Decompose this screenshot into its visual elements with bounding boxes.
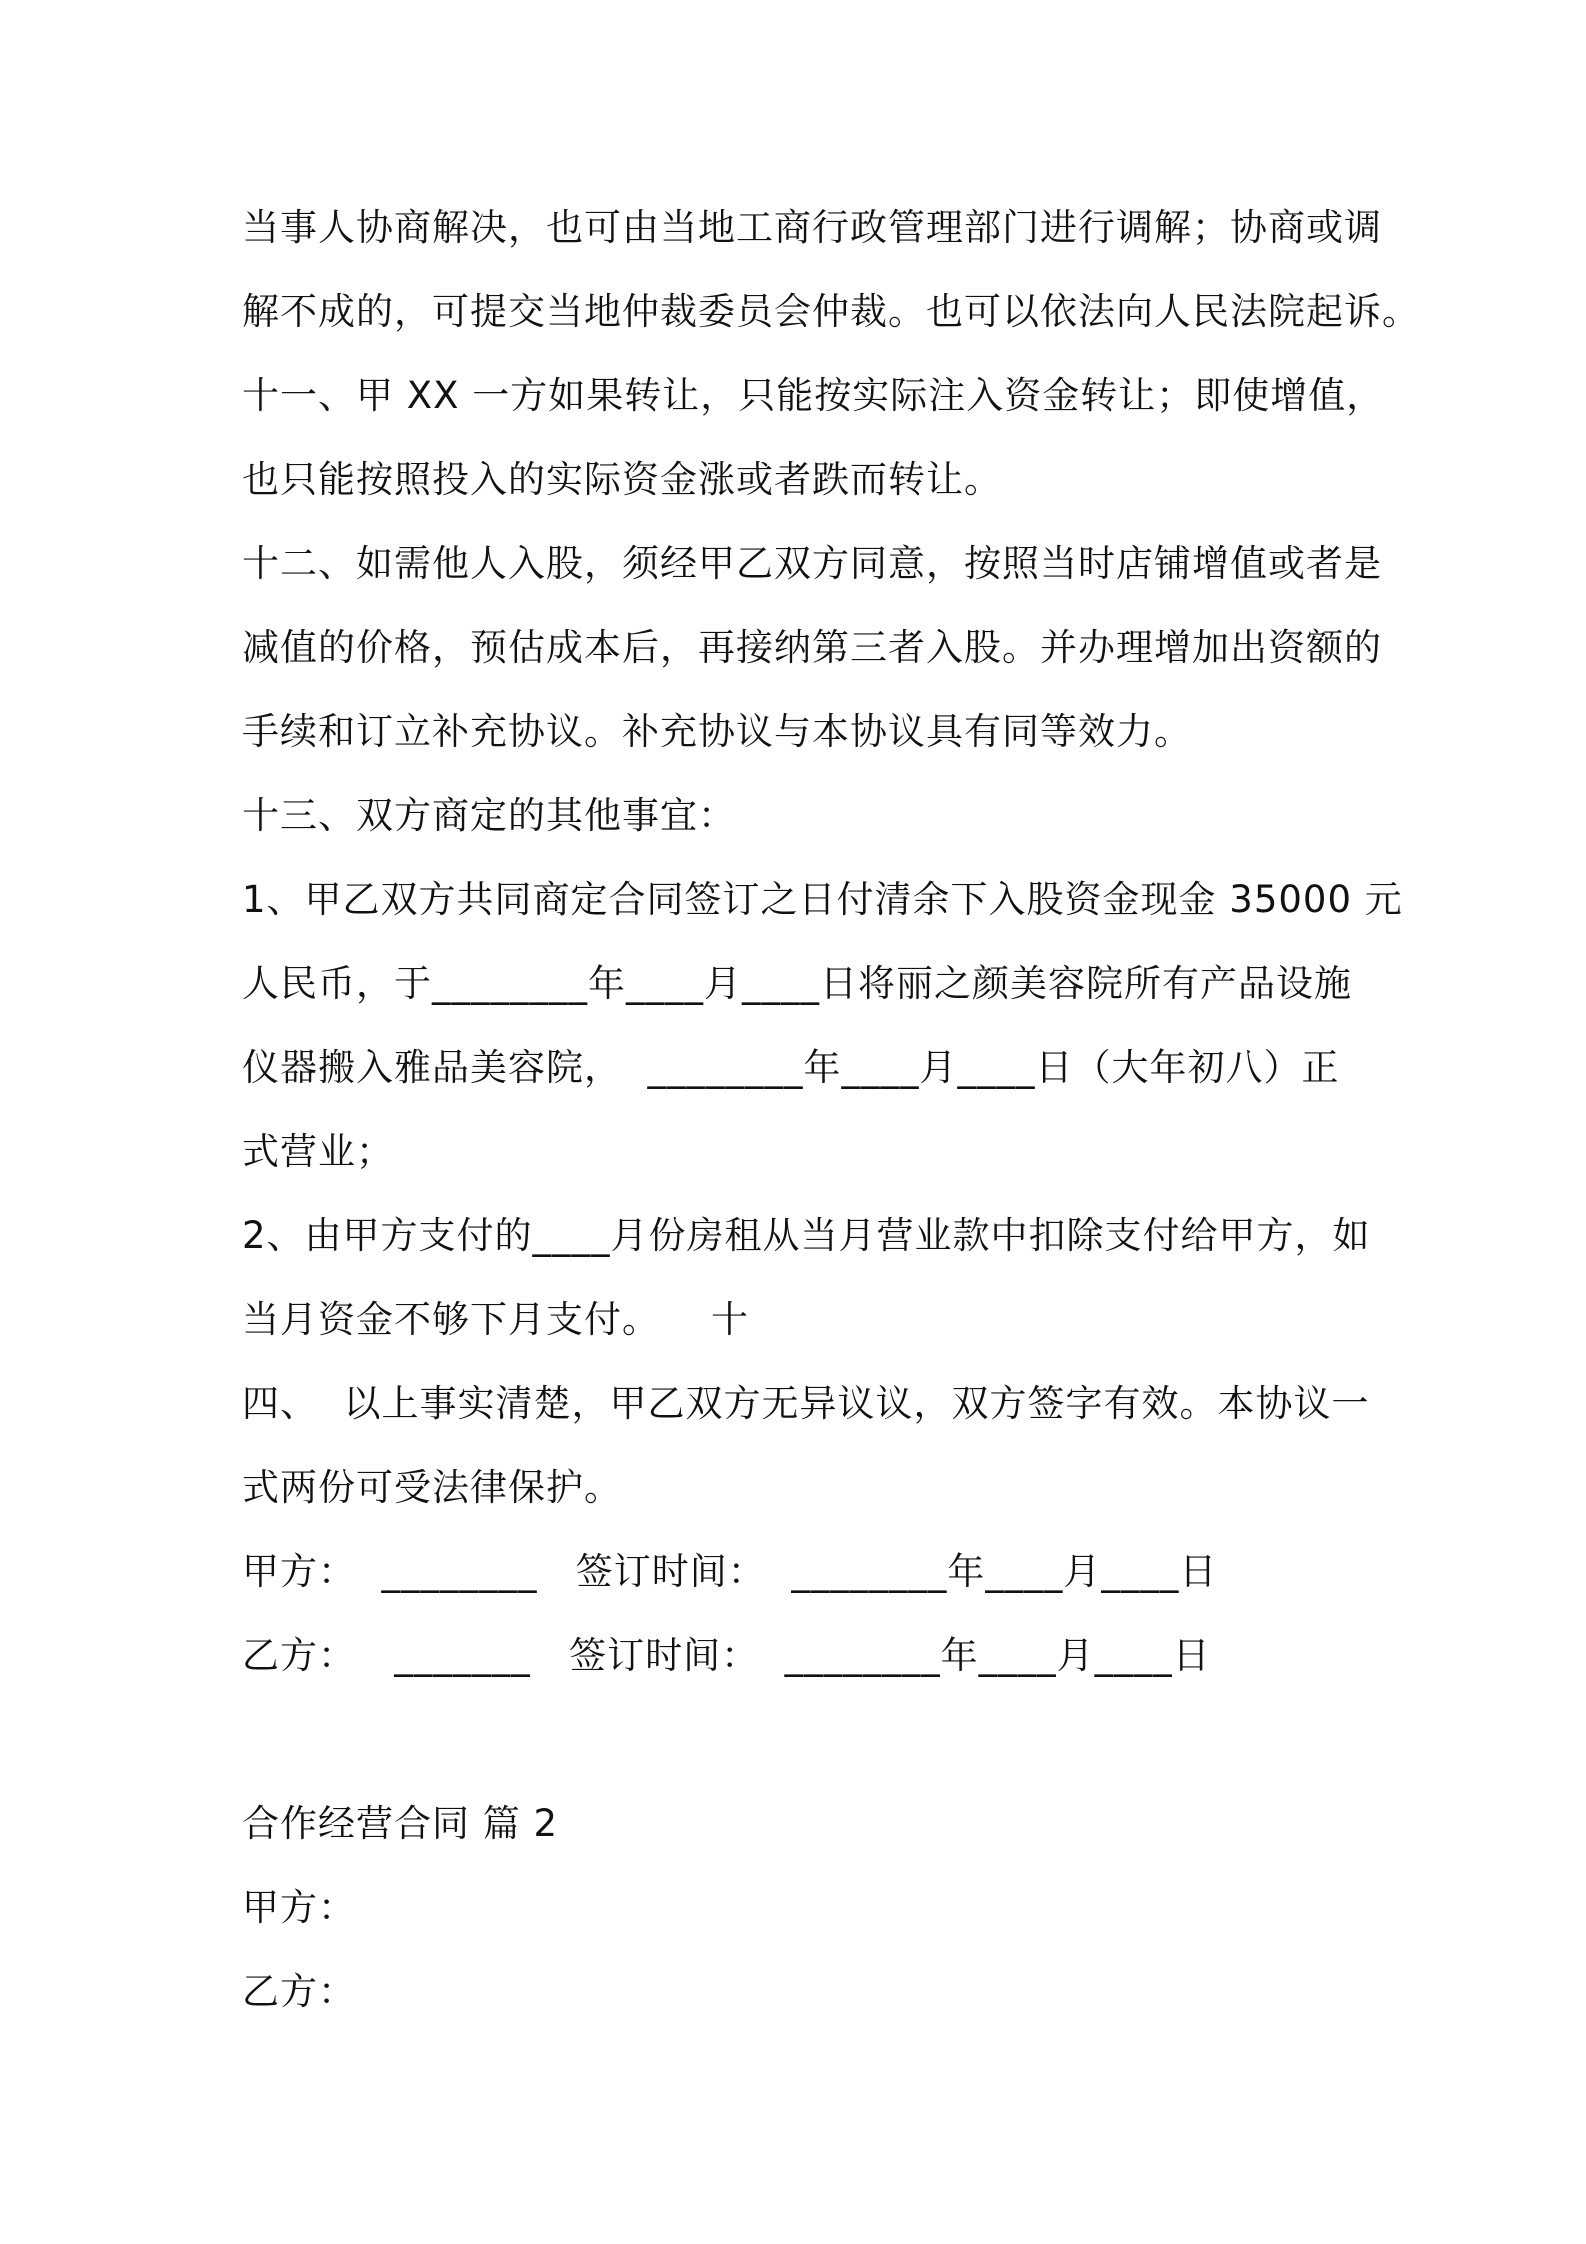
party-a-signature-line: 甲方： ________ 签订时间： ________年____月____日 xyxy=(242,1550,1218,1593)
paragraph-line: 仪器搬入雅品美容院， ________年____月____日（大年初八）正 xyxy=(242,1046,1340,1089)
paragraph-line: 人民币，于________年____月____日将丽之颜美容院所有产品设施 xyxy=(242,962,1352,1005)
clause-13-heading: 十三、双方商定的其他事宜： xyxy=(242,794,736,837)
clause-11-line: 十一、甲 XX 一方如果转让，只能按实际注入资金转让；即使增值， xyxy=(242,374,1385,417)
party-a-label: 甲方： xyxy=(242,1886,356,1929)
item-2-line: 2、由甲方支付的____月份房租从当月营业款中扣除支付给甲方，如 xyxy=(242,1214,1371,1257)
paragraph-line: 也只能按照投入的实际资金涨或者跌而转让。 xyxy=(242,458,1002,501)
item-1-line: 1、甲乙双方共同商定合同签订之日付清余下入股资金现金 35000 元 xyxy=(242,878,1403,921)
clause-12-line: 十二、如需他人入股，须经甲乙双方同意，按照当时店铺增值或者是 xyxy=(242,542,1382,585)
paragraph-line: 式两份可受法律保护。 xyxy=(242,1466,622,1509)
party-b-signature-line: 乙方： _______ 签订时间： ________年____月____日 xyxy=(242,1634,1211,1677)
clause-14-line: 四、 以上事实清楚，甲乙双方无异议议，双方签字有效。本协议一 xyxy=(242,1382,1370,1425)
paragraph-line: 式营业； xyxy=(242,1130,394,1173)
section-heading: 合作经营合同 篇 2 xyxy=(242,1802,559,1845)
party-b-label: 乙方： xyxy=(242,1970,356,2013)
paragraph-line: 减值的价格，预估成本后，再接纳第三者入股。并办理增加出资额的 xyxy=(242,626,1382,669)
paragraph-line: 当事人协商解决，也可由当地工商行政管理部门进行调解；协商或调 xyxy=(242,206,1382,249)
paragraph-line: 当月资金不够下月支付。 十 xyxy=(242,1298,750,1341)
paragraph-line: 解不成的，可提交当地仲裁委员会仲裁。也可以依法向人民法院起诉。 xyxy=(242,290,1420,333)
paragraph-line: 手续和订立补充协议。补充协议与本协议具有同等效力。 xyxy=(242,710,1192,753)
